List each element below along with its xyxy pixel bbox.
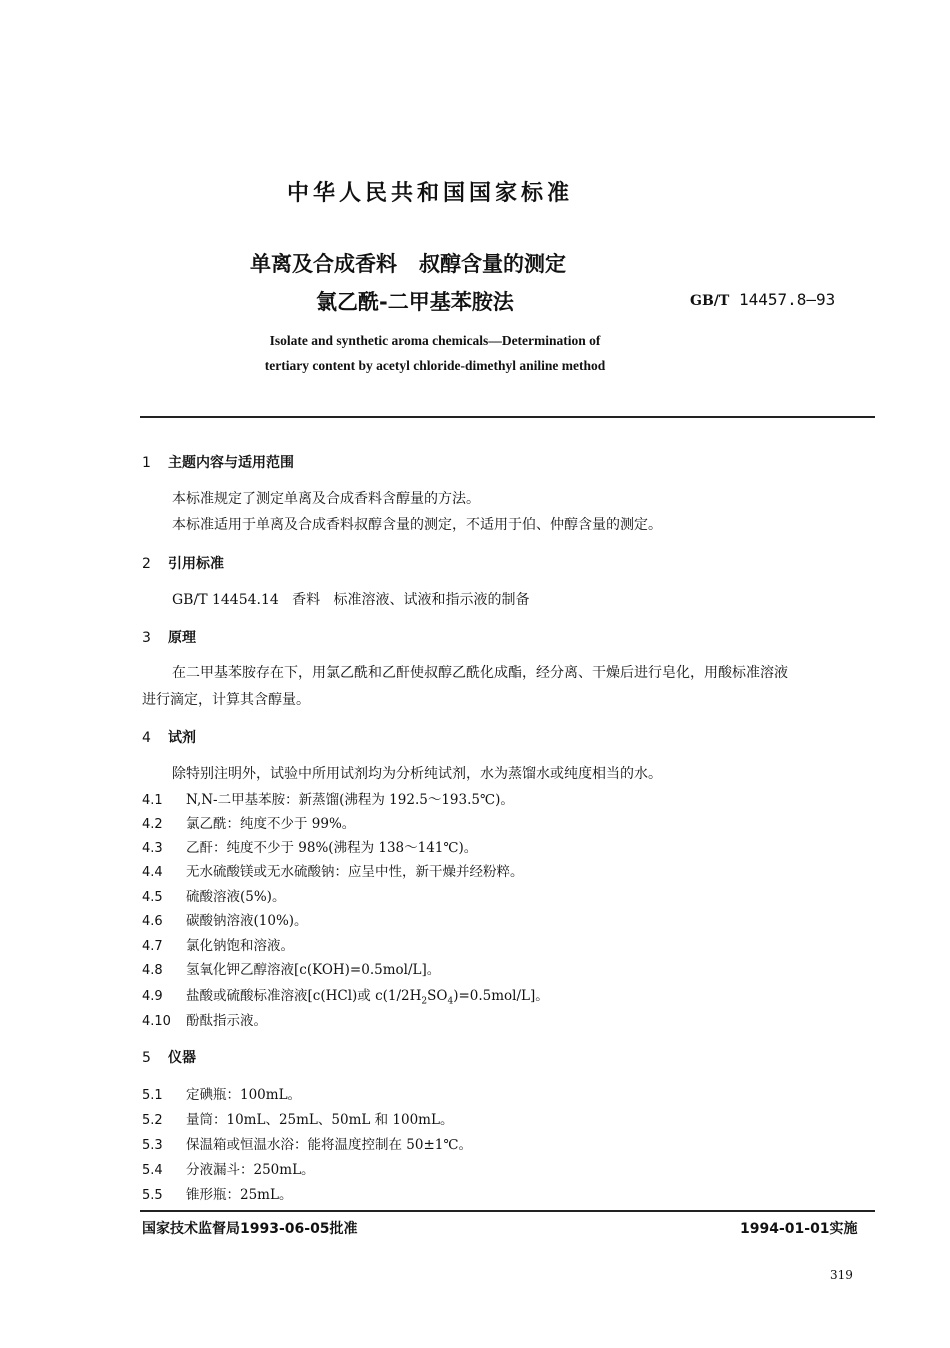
section-4-intro: 除特别注明外，试验中所用试剂均为分析纯试剂，水为蒸馏水或纯度相当的水。: [172, 766, 662, 782]
item-text: 分液漏斗：250mL。: [186, 1162, 315, 1178]
item-text: 氯乙酰：纯度不少于 99%。: [186, 816, 356, 832]
list-item: [142, 812, 355, 832]
list-item: [142, 788, 514, 808]
section-number: 4: [142, 730, 151, 746]
item-number: 5.5: [142, 1188, 163, 1203]
list-item: [142, 1083, 301, 1103]
item-number: 5.4: [142, 1163, 163, 1178]
item-number: 5.2: [142, 1113, 163, 1128]
subscript: 2: [421, 996, 428, 1007]
item-number: 4.9: [142, 989, 163, 1004]
list-item: [142, 1108, 453, 1128]
title-en-line2: tertiary content by acetyl chloride-dimethyl aniline method: [264, 358, 606, 373]
list-item: [142, 934, 294, 954]
list-item: [142, 1009, 267, 1029]
list-item: [142, 885, 285, 905]
title-cn-line2: 氯乙酰-二甲基苯胺法: [316, 290, 514, 314]
section-2-heading: [142, 553, 224, 573]
list-item: [142, 860, 524, 880]
list-item: [142, 1183, 292, 1203]
section-1-paragraph-2: 本标准适用于单离及合成香料叔醇含量的测定，不适用于伯、仲醇含量的测定。: [172, 517, 662, 533]
item-number: 4.5: [142, 890, 163, 905]
title-cn-part2: 叔醇含量的测定: [419, 252, 566, 276]
item-text: N,N-二甲基苯胺：新蒸馏(沸程为 192.5～193.5℃)。: [186, 792, 514, 808]
list-item: [142, 958, 440, 978]
item-text: 氢氧化钾乙醇溶液[c(KOH)=0.5mol/L]。: [186, 962, 441, 978]
item-text: 乙酐：纯度不少于 98%(沸程为 138～141℃)。: [186, 840, 478, 856]
item-number: 4.4: [142, 865, 163, 880]
item-number: 4.2: [142, 817, 163, 832]
item-text: 量筒：10mL、25mL、50mL 和 100mL。: [186, 1112, 454, 1128]
item-text-part: SO: [427, 988, 448, 1004]
item-number: 4.1: [142, 793, 163, 808]
list-item: [142, 909, 308, 929]
title-cn-part1: 单离及合成香料: [250, 252, 397, 276]
section-1-heading: [142, 452, 294, 472]
section-title: 引用标准: [168, 556, 224, 572]
list-item: [142, 836, 477, 856]
item-number: 5.3: [142, 1138, 163, 1153]
section-title: 原理: [168, 630, 196, 646]
title-en-line1: Isolate and synthetic aroma chemicals—Determination of: [269, 333, 601, 348]
item-text: 酚酞指示液。: [186, 1013, 267, 1029]
item-text-part: )=0.5mol/L]。: [453, 988, 549, 1004]
item-number: 4.3: [142, 841, 163, 856]
item-text: [186, 988, 549, 1007]
standard-prefix: GB/T: [690, 293, 730, 309]
section-number: 1: [142, 455, 151, 471]
item-text: 定碘瓶：100mL。: [186, 1087, 302, 1103]
footer-divider: [140, 1210, 875, 1212]
implementation-date: 1994-01-01实施: [740, 1221, 858, 1237]
list-item: [142, 1158, 315, 1178]
item-text: 锥形瓶：25mL。: [186, 1187, 293, 1203]
section-2-reference: GB/T 14454.14 香料 标准溶液、试液和指示液的制备: [172, 592, 530, 608]
title-cn-line1: [250, 248, 566, 278]
section-4-heading: [142, 727, 196, 747]
section-3-paragraph-line-2: 进行滴定，计算其含醇量。: [142, 692, 310, 708]
section-title: 仪器: [168, 1050, 196, 1066]
item-text: 氯化钠饱和溶液。: [186, 938, 294, 954]
standard-code: 14457.8—93: [738, 290, 836, 309]
section-number: 2: [142, 556, 151, 572]
item-text: 保温箱或恒温水浴：能将温度控制在 50±1℃。: [186, 1137, 472, 1153]
approval-date: 国家技术监督局1993-06-05批准: [142, 1221, 358, 1237]
item-number: 5.1: [142, 1088, 163, 1103]
section-3-heading: [142, 627, 196, 647]
section-title: 试剂: [168, 730, 196, 746]
item-text: 碳酸钠溶液(10%)。: [186, 913, 308, 929]
section-1-paragraph-1: 本标准规定了测定单离及合成香料含醇量的方法。: [172, 491, 480, 507]
item-number: 4.8: [142, 963, 163, 978]
item-number: 4.7: [142, 939, 163, 954]
section-number: 5: [142, 1050, 151, 1066]
header-divider: [140, 416, 875, 418]
section-5-heading: [142, 1047, 196, 1067]
item-text: 无水硫酸镁或无水硫酸钠：应呈中性，新干燥并经粉粹。: [186, 864, 524, 880]
standard-number: [690, 290, 835, 309]
item-number: 4.10: [142, 1014, 171, 1029]
list-item: [142, 1133, 472, 1153]
item-text-part: 盐酸或硫酸标准溶液[c(HCl)或 c(1/2H: [186, 988, 422, 1004]
item-text: 硫酸溶液(5%)。: [186, 889, 286, 905]
list-item: [142, 984, 549, 1007]
page-number: 319: [830, 1268, 853, 1282]
national-standard-heading: 中华人民共和国国家标准: [286, 181, 573, 206]
section-title: 主题内容与适用范围: [168, 455, 294, 471]
section-number: 3: [142, 630, 151, 646]
item-number: 4.6: [142, 914, 163, 929]
section-3-paragraph-line-1: 在二甲基苯胺存在下，用氯乙酰和乙酐使叔醇乙酰化成酯，经分离、干燥后进行皂化，用酸标准溶液: [172, 665, 788, 681]
subscript: 4: [447, 996, 454, 1007]
